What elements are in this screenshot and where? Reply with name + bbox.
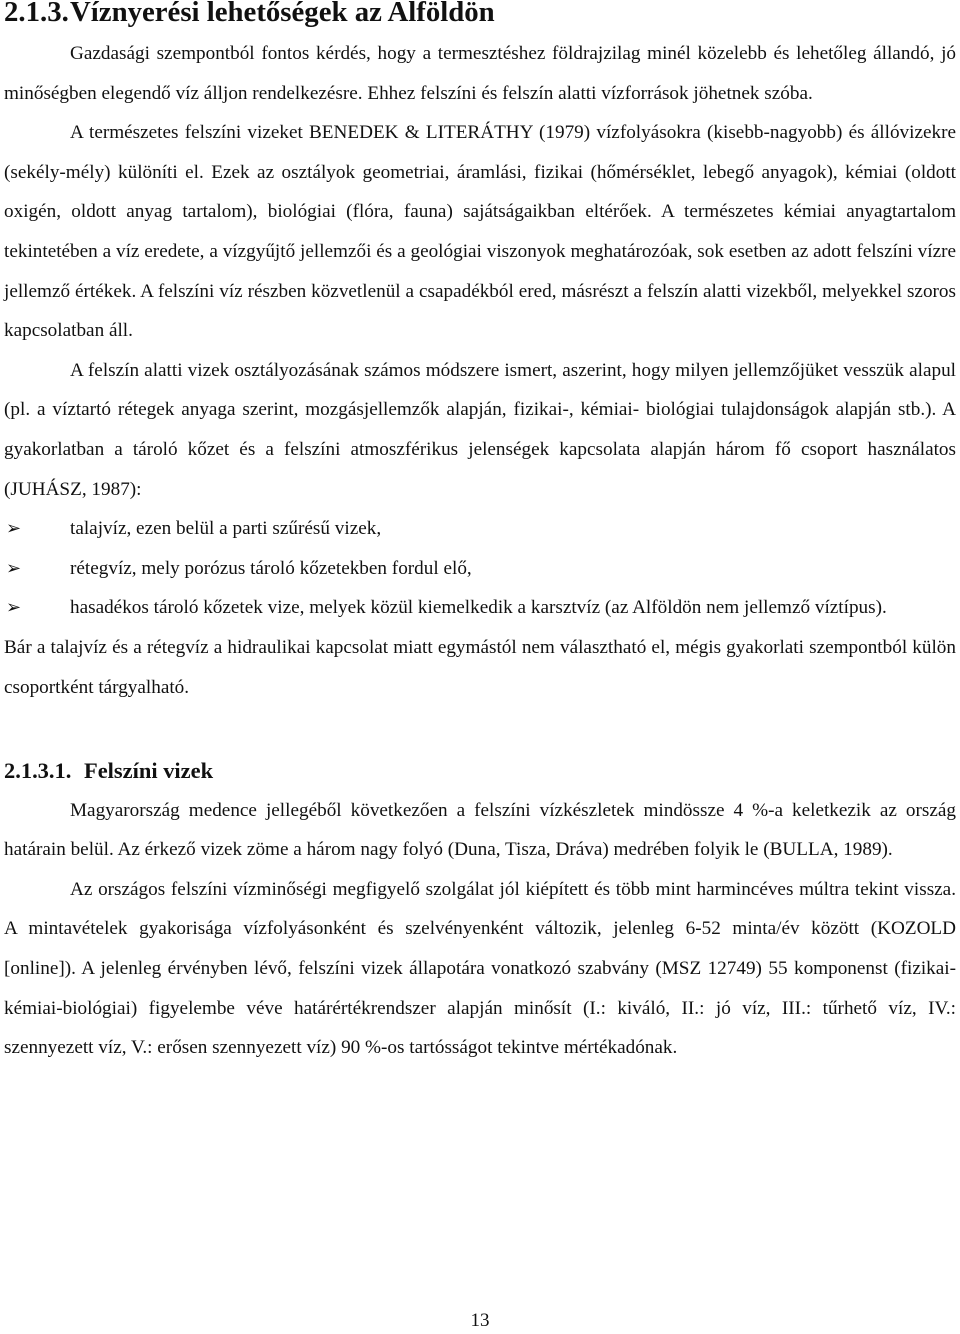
- paragraph-monitoring-service: Az országos felszíni vízminőségi megfigyelő szolgálat jól kiépített és több mint harmincéves múltra tekint vissza. A mintavételek gyakorisága vízfolyásonként és szelvényenként változik, jelenleg 6-52 minta/év között (KOZOLD [online]). A jelenleg érvényben lévő, felszíni vizek állapotára vonatkozó szabvány (MSZ 12749) 55 komponenst (fizikai-kémiai-biológiai) figyelembe véve határértékrendszer alapján minősít (I.: kiváló, II.: jó víz, III.: tűrhető víz, IV.: szennyezett víz, V.: erősen szennyezett víz) 90 %-os tartósságot tekintve mértékadónak.: [4, 878, 956, 1059]
- arrowhead-bullet-icon: ➢: [6, 557, 22, 579]
- document-page: [4, 0, 956, 1068]
- subsection-title: Felszíni vizek: [84, 758, 214, 784]
- arrowhead-bullet-icon: ➢: [6, 597, 22, 619]
- paragraph-surface-water-classes: A természetes felszíni vizeket BENEDEK & LITERÁTHY (1979) vízfolyásokra (kisebb-nagyobb) és állóvizekre (sekély-mély) különíti el. Ezek az osztályok geometriai, áramlási, fizikai (hőmérséklet, lebegő anyagok), kémiai (oldott oxigén, oldott anyag tartalom), biológiai (flóra, fauna) sajátságaikban eltérőek. A természetes kémiai anyagtartalom tekintetében a víz eredete, a vízgyűjtő jellemzői és a geológiai viszonyok meghatározóak, sok esetben az adott felszíni vízre jellemző értékek. A felszíni víz részben közvetlenül a csapadékból ered, másrészt a felszín alatti vizekből, melyekkel szoros kapcsolatban áll.: [4, 122, 956, 342]
- list-item: ➢ hasadékos tároló kőzetek vize, melyek közül kiemelkedik a karsztvíz (az Alföldön nem jellemző víztípus).: [4, 588, 956, 628]
- list-item: ➢ rétegvíz, mely porózus tároló kőzetekben fordul elő,: [4, 549, 956, 589]
- subsection-heading: [4, 751, 956, 791]
- arrowhead-bullet-icon: ➢: [6, 518, 22, 540]
- paragraph-after-list: Bár a talajvíz és a rétegvíz a hidraulikai kapcsolat miatt egymástól nem választható el, mégis gyakorlati szempontból külön csoportként tárgyalható.: [4, 636, 956, 698]
- subsection-number: 2.1.3.1.: [4, 758, 72, 784]
- paragraph-groundwater-classification: A felszín alatti vizek osztályozásának számos módszere ismert, aszerint, hogy milyen jellemzőjüket vesszük alapul (pl. a víztartó rétegek anyaga szerint, mozgásjellemzők alapján, fizikai-, kémiai- biológiai tulajdonságok alapján stb.). A gyakorlatban a tároló kőzet és a felszíni atmoszférikus jelenségek kapcsolata alapján három fő csoport használatos (JUHÁSZ, 1987):: [4, 359, 956, 500]
- paragraph-intro: Gazdasági szempontból fontos kérdés, hogy a termesztéshez földrajzilag minél közelebb és lehetőleg állandó, jó minőségben elegendő víz álljon rendelkezésre. Ehhez felszíni és felszín alatti vízforrások jöhetnek szóba.: [4, 43, 956, 104]
- section-heading: [4, 0, 956, 28]
- section-number: 2.1.3.: [4, 0, 69, 28]
- groundwater-group-list: [4, 509, 956, 628]
- page-number: 13: [470, 1310, 490, 1331]
- list-item: ➢ talajvíz, ezen belül a parti szűrésű vizek,: [4, 509, 956, 549]
- paragraph-hungary-surface-water: Magyarország medence jellegéből következően a felszíni vízkészletek mindössze 4 %-a keletkezik az ország határain belül. Az érkező vizek zöme a három nagy folyó (Duna, Tisza, Dráva) medrében folyik le (BULLA, 1989).: [4, 799, 956, 861]
- section-title: Víznyerési lehetőségek az Alföldön: [70, 0, 495, 28]
